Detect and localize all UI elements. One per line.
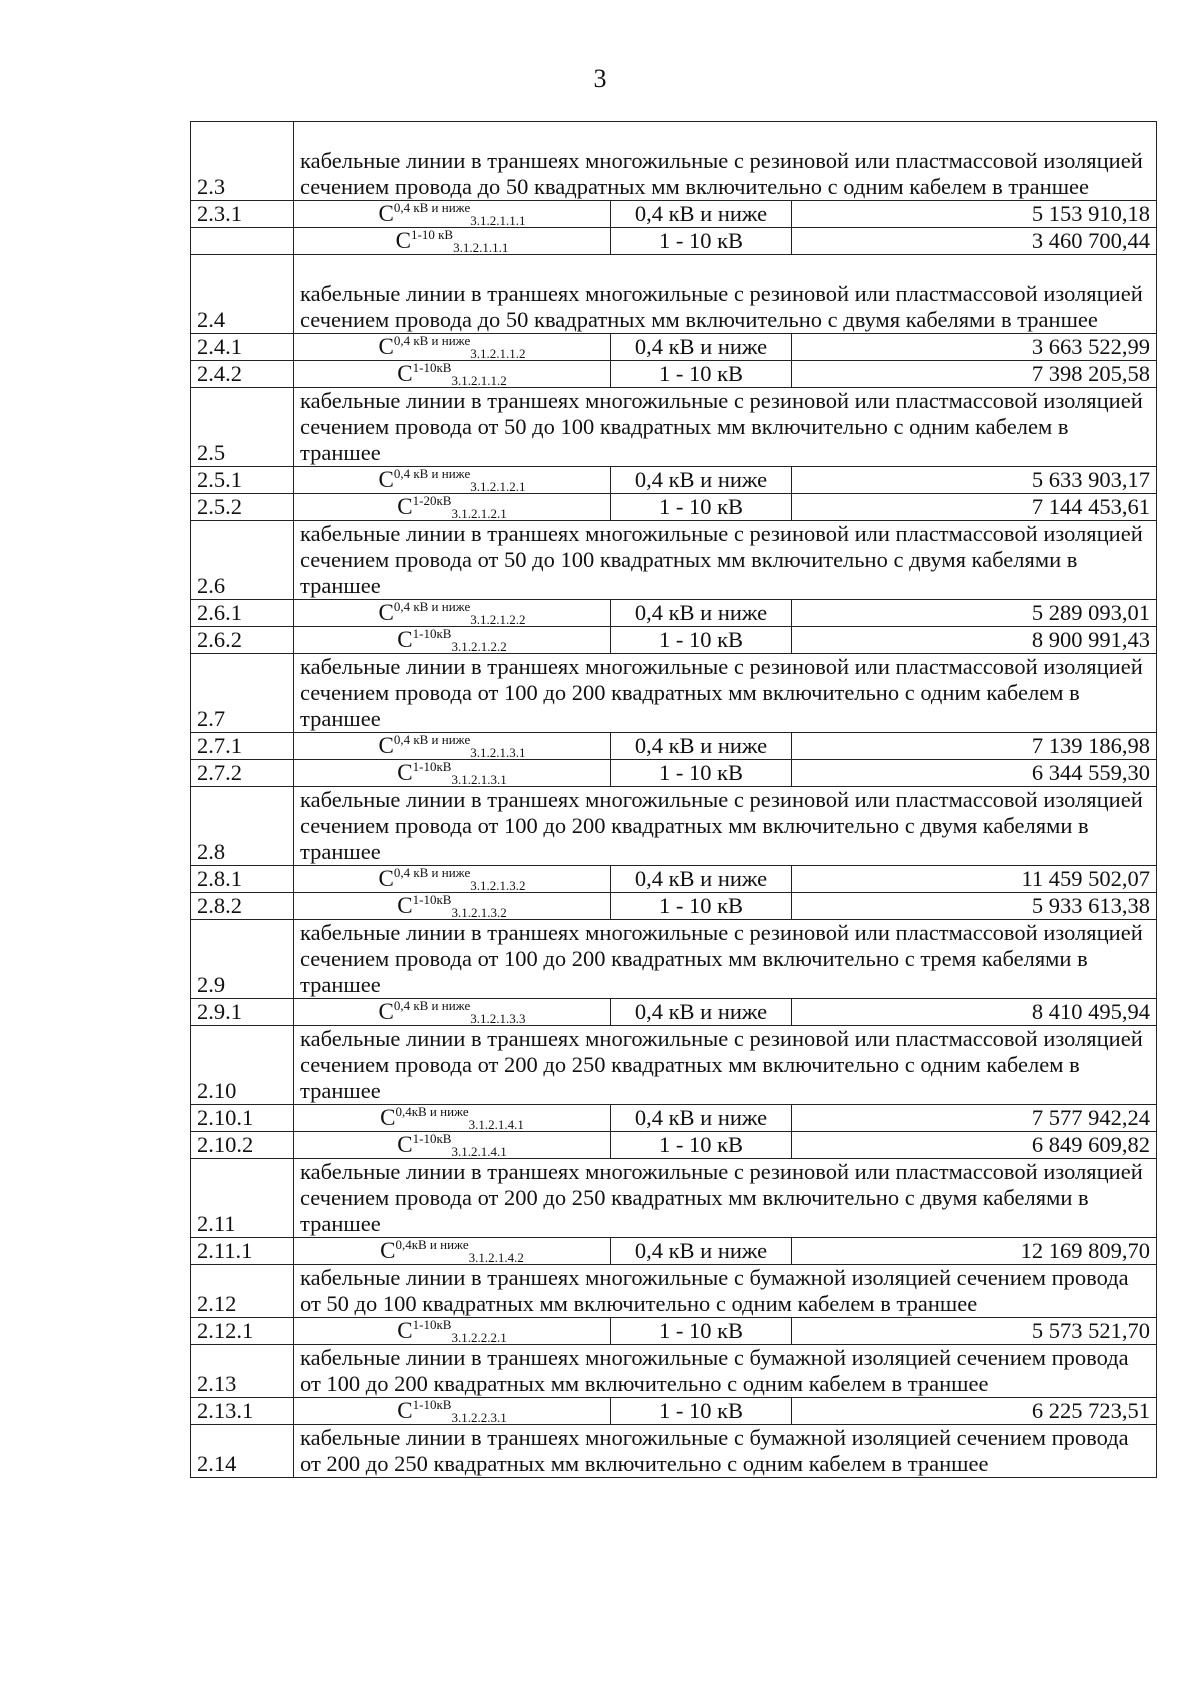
voltage-level: 0,4 кВ и ниже <box>611 467 792 494</box>
section-row <box>191 122 1157 201</box>
section-number: 2.6 <box>191 521 294 600</box>
rate-formula <box>378 335 525 359</box>
rate-value: 11 459 502,07 <box>792 866 1157 893</box>
rate-value: 7 577 942,24 <box>792 1105 1157 1132</box>
rate-number: 2.10.2 <box>191 1132 294 1159</box>
rate-formula <box>397 495 506 519</box>
rate-value: 6 225 723,51 <box>792 1398 1157 1425</box>
formula-letter: С <box>378 999 394 1024</box>
rate-row <box>191 866 1157 893</box>
rate-value: 7 144 453,61 <box>792 494 1157 521</box>
rate-formula <box>397 1399 506 1423</box>
rate-formula <box>378 601 525 625</box>
rate-number: 2.3.1 <box>191 201 294 228</box>
voltage-level: 0,4 кВ и ниже <box>611 1105 792 1132</box>
rate-number: 2.12.1 <box>191 1318 294 1345</box>
formula-letter: С <box>397 627 413 652</box>
section-description: кабельные линии в траншеях многожильные с резиновой или пластмассовой изоляцией сечением провода от 200 до 250 квадратных мм включительно с двумя кабелями в траншее <box>294 1159 1157 1238</box>
formula-letter: С <box>378 733 394 758</box>
section-row <box>191 388 1157 467</box>
section-description: кабельные линии в траншеях многожильные с бумажной изоляцией сечением провода от 200 до 250 квадратных мм включительно с одним кабелем в траншее <box>294 1425 1157 1478</box>
formula-subscript: 3.1.2.1.2.2 <box>470 612 526 627</box>
rate-symbol <box>294 1238 611 1265</box>
rate-value: 8 900 991,43 <box>792 627 1157 654</box>
rate-symbol <box>294 1105 611 1132</box>
voltage-level: 0,4 кВ и ниже <box>611 1238 792 1265</box>
formula-letter: С <box>397 1398 413 1423</box>
page-number: 3 <box>593 64 607 93</box>
section-description: кабельные линии в траншеях многожильные с резиновой или пластмассовой изоляцией сечением провода от 50 до 100 квадратных мм включительно с двумя кабелями в траншее <box>294 521 1157 600</box>
rate-symbol <box>294 733 611 760</box>
section-row <box>191 787 1157 866</box>
formula-letter: С <box>378 201 394 226</box>
rate-value: 3 460 700,44 <box>792 228 1157 255</box>
section-row <box>191 1425 1157 1478</box>
rate-value: 8 410 495,94 <box>792 999 1157 1026</box>
formula-superscript: 1-10 кВ <box>411 227 454 242</box>
rate-symbol <box>294 1132 611 1159</box>
section-description: кабельные линии в траншеях многожильные с резиновой или пластмассовой изоляцией сечением провода от 100 до 200 квадратных мм включительно с тремя кабелями в траншее <box>294 920 1157 999</box>
rate-row <box>191 600 1157 627</box>
rate-formula <box>396 229 509 253</box>
rate-value: 7 139 186,98 <box>792 733 1157 760</box>
rate-row <box>191 999 1157 1026</box>
rate-symbol <box>294 228 611 255</box>
formula-subscript: 3.1.2.1.4.2 <box>468 1250 524 1265</box>
section-row <box>191 1026 1157 1105</box>
formula-subscript: 3.1.2.2.3.1 <box>451 1410 507 1425</box>
section-number: 2.5 <box>191 388 294 467</box>
section-description: кабельные линии в траншеях многожильные с резиновой или пластмассовой изоляцией сечением провода от 100 до 200 квадратных мм включительно с двумя кабелями в траншее <box>294 787 1157 866</box>
voltage-level: 1 - 10 кВ <box>611 627 792 654</box>
formula-superscript: 1-10кВ <box>412 626 452 641</box>
formula-letter: С <box>378 866 394 891</box>
rate-row <box>191 1318 1157 1345</box>
rate-number: 2.8.1 <box>191 866 294 893</box>
section-number: 2.10 <box>191 1026 294 1105</box>
rate-formula <box>380 1239 524 1263</box>
rate-row <box>191 893 1157 920</box>
rate-value: 6 344 559,30 <box>792 760 1157 787</box>
section-number: 2.7 <box>191 654 294 733</box>
section-description: кабельные линии в траншеях многожильные с резиновой или пластмассовой изоляцией сечением провода от 200 до 250 квадратных мм включительно с одним кабелем в траншее <box>294 1026 1157 1105</box>
voltage-level: 1 - 10 кВ <box>611 1132 792 1159</box>
rate-formula <box>380 1106 524 1130</box>
rate-row <box>191 627 1157 654</box>
formula-subscript: 3.1.2.1.3.1 <box>451 772 507 787</box>
rate-formula <box>397 1319 506 1343</box>
rate-value: 5 289 093,01 <box>792 600 1157 627</box>
formula-superscript: 1-10кВ <box>412 759 452 774</box>
section-row <box>191 654 1157 733</box>
rate-symbol <box>294 760 611 787</box>
formula-letter: С <box>378 467 394 492</box>
section-number: 2.4 <box>191 255 294 334</box>
rate-number: 2.4.1 <box>191 334 294 361</box>
rate-row <box>191 1238 1157 1265</box>
rate-formula <box>397 362 506 386</box>
formula-letter: С <box>397 760 413 785</box>
formula-superscript: 0,4кВ и ниже <box>395 1104 469 1119</box>
formula-superscript: 1-10кВ <box>412 360 452 375</box>
section-description: кабельные линии в траншеях многожильные с резиновой или пластмассовой изоляцией сечением провода до 50 квадратных мм включительно с одним кабелем в траншее <box>294 122 1157 201</box>
formula-subscript: 3.1.2.1.4.1 <box>451 1144 507 1159</box>
rate-value: 5 633 903,17 <box>792 467 1157 494</box>
formula-subscript: 3.1.2.1.3.3 <box>470 1011 526 1026</box>
section-number: 2.11 <box>191 1159 294 1238</box>
rate-row <box>191 494 1157 521</box>
rate-symbol <box>294 1398 611 1425</box>
rate-symbol <box>294 600 611 627</box>
rate-formula <box>397 894 506 918</box>
voltage-level: 1 - 10 кВ <box>611 760 792 787</box>
rate-row <box>191 733 1157 760</box>
rate-row <box>191 760 1157 787</box>
voltage-level: 0,4 кВ и ниже <box>611 600 792 627</box>
formula-superscript: 1-10кВ <box>412 1131 452 1146</box>
rate-symbol <box>294 334 611 361</box>
formula-superscript: 0,4 кВ и ниже <box>393 998 471 1013</box>
formula-letter: С <box>395 228 411 253</box>
rate-formula <box>378 202 525 226</box>
section-description: кабельные линии в траншеях многожильные с резиновой или пластмассовой изоляцией сечением провода от 100 до 200 квадратных мм включительно с одним кабелем в траншее <box>294 654 1157 733</box>
rate-row <box>191 467 1157 494</box>
voltage-level: 1 - 10 кВ <box>611 494 792 521</box>
rate-value: 3 663 522,99 <box>792 334 1157 361</box>
rate-number: 2.9.1 <box>191 999 294 1026</box>
section-description: кабельные линии в траншеях многожильные с бумажной изоляцией сечением провода от 100 до 200 квадратных мм включительно с одним кабелем в траншее <box>294 1345 1157 1398</box>
rate-symbol <box>294 1318 611 1345</box>
section-row <box>191 255 1157 334</box>
rate-number: 2.6.1 <box>191 600 294 627</box>
section-description: кабельные линии в траншеях многожильные с резиновой или пластмассовой изоляцией сечением провода до 50 квадратных мм включительно с двумя кабелями в траншее <box>294 255 1157 334</box>
rate-formula <box>397 1133 506 1157</box>
section-row <box>191 1265 1157 1318</box>
section-number: 2.9 <box>191 920 294 999</box>
formula-superscript: 1-10кВ <box>412 892 452 907</box>
section-row <box>191 920 1157 999</box>
formula-letter: С <box>397 494 413 519</box>
formula-letter: С <box>397 1318 413 1343</box>
rates-table-body <box>191 122 1157 1478</box>
rate-row <box>191 1105 1157 1132</box>
formula-subscript: 3.1.2.1.1.1 <box>453 240 509 255</box>
rate-symbol <box>294 494 611 521</box>
rates-table <box>190 121 1157 1478</box>
rate-number: 2.8.2 <box>191 893 294 920</box>
rate-number: 2.6.2 <box>191 627 294 654</box>
rate-formula <box>378 867 525 891</box>
formula-superscript: 0,4 кВ и ниже <box>393 333 471 348</box>
formula-superscript: 1-10кВ <box>412 1397 452 1412</box>
formula-superscript: 0,4кВ и ниже <box>395 1237 469 1252</box>
formula-subscript: 3.1.2.1.4.1 <box>468 1117 524 1132</box>
voltage-level: 1 - 10 кВ <box>611 893 792 920</box>
voltage-level: 1 - 10 кВ <box>611 228 792 255</box>
section-number: 2.8 <box>191 787 294 866</box>
rate-symbol <box>294 893 611 920</box>
formula-superscript: 0,4 кВ и ниже <box>393 732 471 747</box>
formula-subscript: 3.1.2.1.2.1 <box>451 506 507 521</box>
rate-value: 5 153 910,18 <box>792 201 1157 228</box>
formula-subscript: 3.1.2.1.1.2 <box>451 373 507 388</box>
formula-superscript: 0,4 кВ и ниже <box>393 865 471 880</box>
voltage-level: 1 - 10 кВ <box>611 361 792 388</box>
formula-superscript: 0,4 кВ и ниже <box>393 200 471 215</box>
formula-letter: С <box>380 1238 396 1263</box>
voltage-level: 0,4 кВ и ниже <box>611 201 792 228</box>
voltage-level: 0,4 кВ и ниже <box>611 999 792 1026</box>
rate-formula <box>397 628 506 652</box>
formula-subscript: 3.1.2.1.3.2 <box>470 878 526 893</box>
rate-row <box>191 334 1157 361</box>
rate-symbol <box>294 999 611 1026</box>
section-description: кабельные линии в траншеях многожильные с резиновой или пластмассовой изоляцией сечением провода от 50 до 100 квадратных мм включительно с одним кабелем в траншее <box>294 388 1157 467</box>
rate-formula <box>378 468 525 492</box>
formula-letter: С <box>380 1105 396 1130</box>
rate-value: 7 398 205,58 <box>792 361 1157 388</box>
rate-symbol <box>294 866 611 893</box>
formula-superscript: 1-10кВ <box>412 1317 452 1332</box>
formula-subscript: 3.1.2.1.3.1 <box>470 745 526 760</box>
formula-superscript: 0,4 кВ и ниже <box>393 599 471 614</box>
voltage-level: 1 - 10 кВ <box>611 1398 792 1425</box>
formula-subscript: 3.1.2.1.2.1 <box>470 479 526 494</box>
rate-row <box>191 1132 1157 1159</box>
formula-subscript: 3.1.2.1.1.2 <box>470 346 526 361</box>
rate-value: 12 169 809,70 <box>792 1238 1157 1265</box>
formula-subscript: 3.1.2.1.3.2 <box>451 905 507 920</box>
section-row <box>191 1345 1157 1398</box>
formula-superscript: 0,4 кВ и ниже <box>393 466 471 481</box>
formula-letter: С <box>378 600 394 625</box>
section-row <box>191 521 1157 600</box>
rate-row <box>191 1398 1157 1425</box>
rate-row <box>191 228 1157 255</box>
rate-symbol <box>294 361 611 388</box>
rate-number: 2.4.2 <box>191 361 294 388</box>
rate-row <box>191 361 1157 388</box>
section-number: 2.12 <box>191 1265 294 1318</box>
voltage-level: 0,4 кВ и ниже <box>611 334 792 361</box>
voltage-level: 1 - 10 кВ <box>611 1318 792 1345</box>
rate-value: 6 849 609,82 <box>792 1132 1157 1159</box>
rate-value: 5 573 521,70 <box>792 1318 1157 1345</box>
section-number: 2.14 <box>191 1425 294 1478</box>
formula-superscript: 1-20кВ <box>412 493 452 508</box>
rate-symbol <box>294 627 611 654</box>
rate-symbol <box>294 201 611 228</box>
formula-letter: С <box>397 893 413 918</box>
rate-formula <box>397 761 506 785</box>
rate-symbol <box>294 467 611 494</box>
voltage-level: 0,4 кВ и ниже <box>611 866 792 893</box>
formula-subscript: 3.1.2.1.1.1 <box>470 213 526 228</box>
rate-number <box>191 228 294 255</box>
formula-letter: С <box>397 1132 413 1157</box>
voltage-level: 0,4 кВ и ниже <box>611 733 792 760</box>
section-number: 2.3 <box>191 122 294 201</box>
rate-number: 2.7.1 <box>191 733 294 760</box>
rate-number: 2.11.1 <box>191 1238 294 1265</box>
formula-letter: С <box>378 334 394 359</box>
formula-letter: С <box>397 361 413 386</box>
rate-number: 2.5.2 <box>191 494 294 521</box>
rate-value: 5 933 613,38 <box>792 893 1157 920</box>
rate-number: 2.5.1 <box>191 467 294 494</box>
rate-number: 2.10.1 <box>191 1105 294 1132</box>
section-description: кабельные линии в траншеях многожильные с бумажной изоляцией сечением провода от 50 до 100 квадратных мм включительно с одним кабелем в траншее <box>294 1265 1157 1318</box>
rate-number: 2.7.2 <box>191 760 294 787</box>
formula-subscript: 3.1.2.2.2.1 <box>451 1330 507 1345</box>
formula-subscript: 3.1.2.1.2.2 <box>451 639 507 654</box>
rate-formula <box>378 734 525 758</box>
section-row <box>191 1159 1157 1238</box>
rate-row <box>191 201 1157 228</box>
rate-number: 2.13.1 <box>191 1398 294 1425</box>
section-number: 2.13 <box>191 1345 294 1398</box>
rate-formula <box>378 1000 525 1024</box>
